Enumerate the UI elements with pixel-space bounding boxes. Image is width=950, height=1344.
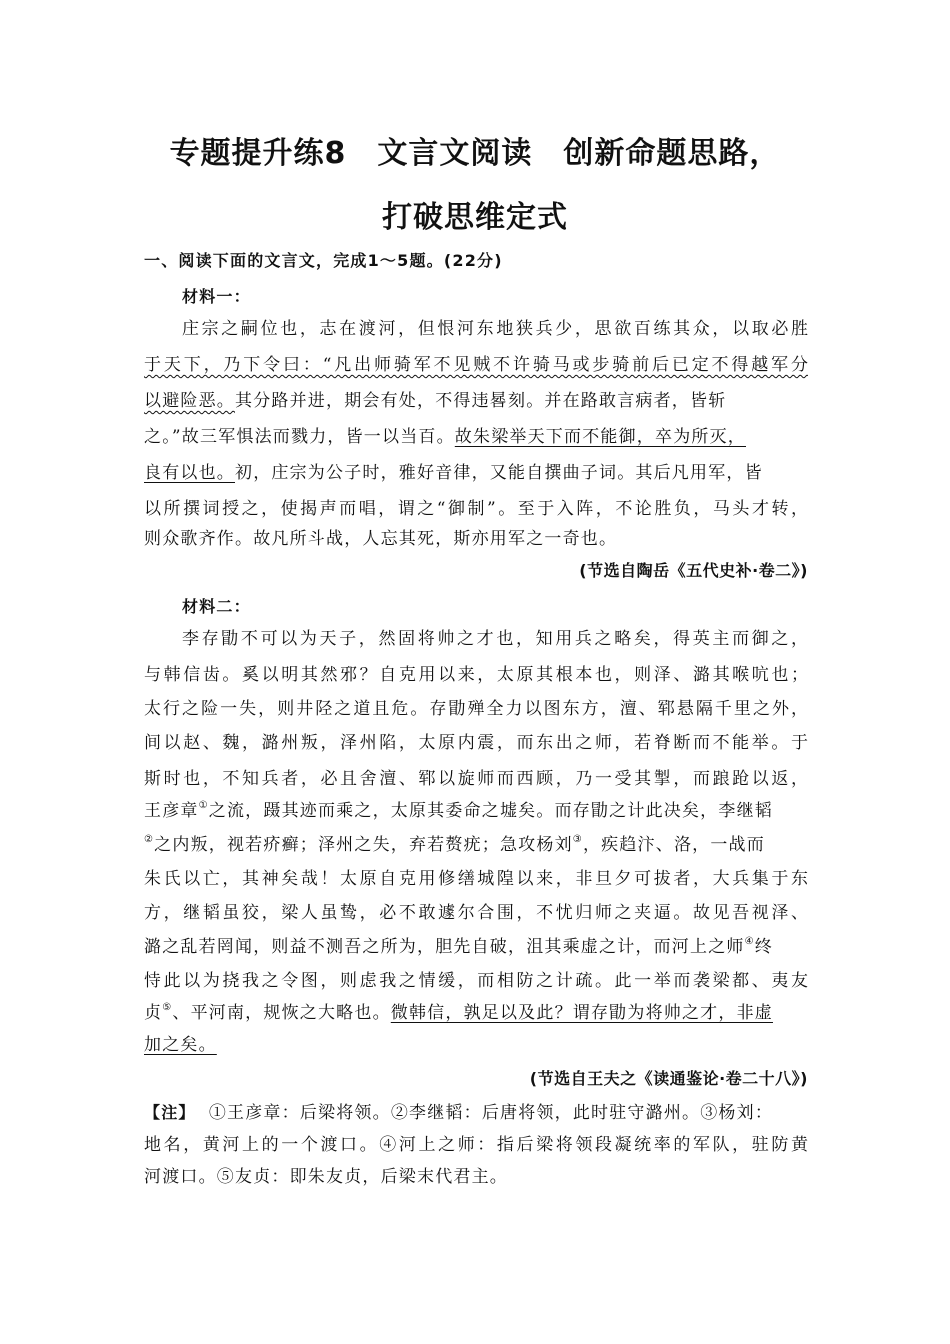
material-1-line: 良有以也。初，庄宗为公子时，雅好音律，又能自撰曲子词。其后凡用军，皆 xyxy=(144,463,763,483)
material-2-line xyxy=(144,1030,808,1060)
wavy-underlined-text: 于天下，乃下令曰：“凡出师骑军不见贼不许骑马或步骑前后已定不得越军分 xyxy=(144,355,808,375)
material-1-line: 以避险恶。其分路并进，期会有处，不得违晷刻。并在路敢言病者，皆斩 xyxy=(144,391,727,411)
notes-line: 【注】 ①王彦章：后梁将领。②李继韬：后唐将领，此时驻守潞州。③杨刘： xyxy=(144,1103,774,1123)
question-heading: 一、阅读下面的文言文，完成1～5题。(22分) xyxy=(144,251,503,270)
note-mark-4: ④ xyxy=(744,936,755,947)
material-2-line: 方，继韬虽狡，梁人虽鸷，必不敢遽尔合围，不忧归师之夹逼。故见吾视泽、 xyxy=(144,903,808,923)
note-mark-1: ① xyxy=(198,800,209,811)
note-mark-5: ⑤ xyxy=(162,1002,173,1013)
underlined-sentence: 加之矣。 xyxy=(144,1035,217,1055)
wavy-underlined-text: 以避险恶。 xyxy=(144,391,235,411)
material-1-line: 之。”故三军惧法而戮力，皆一以当百。故朱梁举天下而不能御，卒为所灭， xyxy=(144,427,746,447)
notes-line: 地名，黄河上的一个渡口。④河上之师：指后梁将领段凝统率的军队，驻防黄 xyxy=(144,1135,808,1155)
note-mark-2: ② xyxy=(144,834,155,845)
material-1-line: 则众歌齐作。故凡所斗战，人忘其死，斯亦用军之一奇也。 xyxy=(144,529,618,549)
material-2-line: 恃此以为挠我之令图，则虑我之情缓，而相防之计疏。此一举而袭梁都、夷友 xyxy=(144,971,808,991)
material-1-line: 以所撰词授之，使揭声而唱，谓之“御制”。至于入阵，不论胜负，马头才转， xyxy=(144,499,808,519)
material-1-line: 庄宗之嗣位也，志在渡河，但恨河东地狭兵少，思欲百练其众，以取必胜 xyxy=(182,319,808,339)
material-2-line: 朱氏以亡，其神矣哉！太原自克用修缮城隍以来，非旦夕可拔者，大兵集于东 xyxy=(144,869,808,889)
underlined-sentence: 微韩信，孰足以及此？谓存勖为将帅之才，非虚 xyxy=(390,1003,773,1023)
material-2-line: 李存勖不可以为天子，然固将帅之才也，知用兵之略矣，得英主而御之， xyxy=(182,629,808,649)
material-2-line: 王彦章①之流，蹑其迹而乘之，太原其委命之墟矣。而存勖之计此决矣，李继韬 xyxy=(144,800,773,821)
material-1-line xyxy=(144,350,808,380)
material-2-line: ②之内叛，视若疥癣；泽州之失，弃若赘疣；急攻杨刘③，疾趋汴、洛，一战而 xyxy=(144,834,765,855)
material-2-source: (节选自王夫之《读通鉴论·卷二十八》) xyxy=(529,1069,808,1088)
material-2-label: 材料二： xyxy=(182,597,251,616)
material-2-line: 潞之乱若罔闻，则益不测吾之所为，胆先自破，沮其乘虚之计，而河上之师④终 xyxy=(144,936,773,957)
material-2-line: 与韩信齿。奚以明其然邪？自克用以来，太原其根本也，则泽、潞其喉吭也； xyxy=(144,665,808,685)
underlined-sentence: 良有以也。 xyxy=(144,463,235,483)
material-2-line: 太行之险一失，则井陉之道且危。存勖殚全力以图东方，澶、郓悬隔千里之外， xyxy=(144,699,808,719)
material-1-source: (节选自陶岳《五代史补·卷二》) xyxy=(579,561,808,580)
underlined-sentence: 故朱梁举天下而不能御，卒为所灭， xyxy=(454,427,746,447)
notes-line: 河渡口。⑤友贞：即朱友贞，后梁末代君主。 xyxy=(144,1167,508,1187)
material-1-label: 材料一： xyxy=(182,287,251,306)
material-2-line: 贞⑤、平河南，规恢之大略也。微韩信，孰足以及此？谓存勖为将帅之才，非虚 xyxy=(144,1002,773,1023)
title-line-2: 打破思维定式 xyxy=(382,200,568,235)
material-2-line: 间以赵、魏，潞州叛，泽州陷，太原内震，而东出之师，若脊断而不能举。于 xyxy=(144,733,808,753)
title-line-1: 专题提升练8 文言文阅读 创新命题思路， xyxy=(169,136,781,171)
material-2-line: 斯时也，不知兵者，必且舍澶、郓以旋师而西顾，乃一受其掣，而踉跄以返， xyxy=(144,769,808,789)
note-mark-3: ③ xyxy=(572,834,583,845)
notes-label: 【注】 xyxy=(144,1103,196,1122)
